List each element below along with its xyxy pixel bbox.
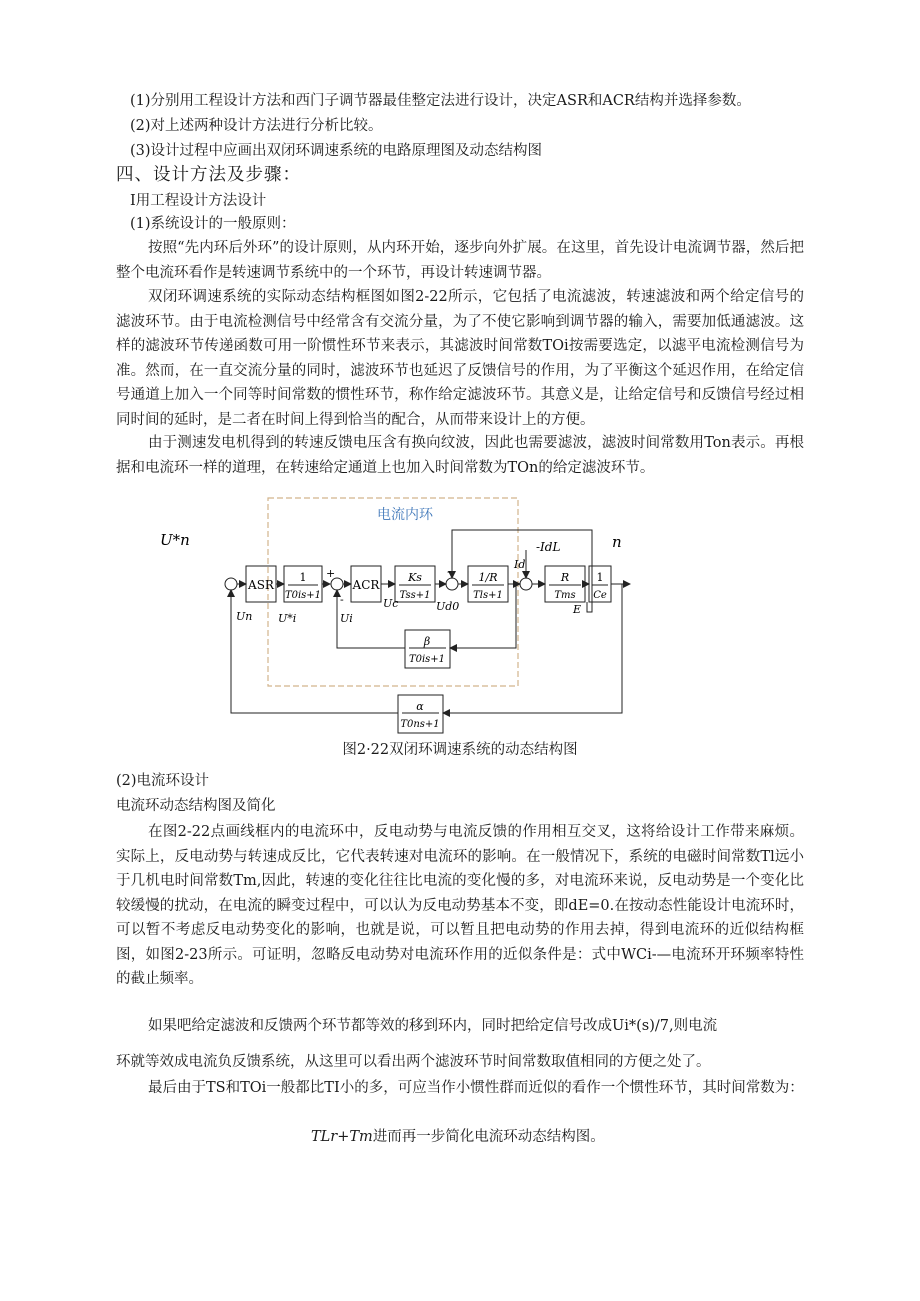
svg-text:-IdL: -IdL: [536, 540, 561, 554]
svg-text:+: +: [326, 567, 336, 580]
svg-text:Uc: Uc: [383, 597, 399, 610]
requirement-item-3: (3)设计过程中应画出双闭环调速系统的电路原理图及动态结构图: [130, 143, 543, 159]
svg-text:β: β: [423, 635, 431, 648]
svg-text:-: -: [447, 565, 451, 578]
summing-junction-current: [331, 578, 343, 590]
paragraph-principle: 按照“先内环后外环”的设计原则，从内环开始，逐步向外扩展。在这里，首先设计电流调节器，然后把整个电流环看作是转速调节系统中的一个环节，再设计转速调节器。: [116, 240, 804, 281]
paragraph-equivalent-line2: 环就等效成电流负反馈系统，从这里可以看出两个滤波环节时间常数取值相同的方便之处了。: [116, 1054, 711, 1070]
svg-text:Tms: Tms: [554, 590, 576, 601]
paragraph-equivalent-line1: 如果吧给定滤波和反馈两个环节都等效的移到环内，同时把给定信号改成Ui*(s)∕7,则电流: [148, 1018, 718, 1034]
paragraph-filter: 双闭环调速系统的实际动态结构框图如图2-22所示，它包括了电流滤波，转速滤波和两个给定信号的滤波环节。由于电流检测信号中经常含有交流分量，为了不使它影响到调节器的输入，需要加低通滤波。这样的滤波环节传递函数可用一阶惯性环节来表示，其滤波时间常数TOi按需要选定，以滤平电流检测信号为准。然而，在一直交流分量的同时，滤波环节也延迟了反馈信号的作用，为了平衡这个延迟作用，在给定信号通道上加入一个同等时间常数的惯性环节，称作给定滤波环节。其意义是，让给定信号和反馈信号经过相同时间的延时，是二者在时间上得到恰当的配合，从而带来设计上的方便。: [116, 289, 804, 428]
asr-label: ASR: [248, 578, 274, 592]
summing-junction-load: [520, 578, 532, 590]
summing-junction-emf: [446, 578, 458, 590]
paragraph-speed-filter: 由于测速发电机得到的转速反馈电压含有换向纹波，因此也需要滤波，滤波时间常数用Ton表示。再根据和电流环一样的道理，在转速给定通道上也加入时间常数为TOn的给定滤波环节。: [116, 435, 804, 476]
current-loop-subheading: (2)电流环设计: [116, 773, 210, 789]
figure-caption: 图2·22双闭环调速系统的动态结构图: [342, 742, 578, 758]
block-diagram: [150, 496, 650, 741]
svg-text:T0ns+1: T0ns+1: [400, 719, 440, 730]
formula: TLr+Tm: [311, 1129, 373, 1145]
paragraph-current-loop: 在图2-22点画线框内的电流环中，反电动势与电流反馈的作用相互交叉，这将给设计工作带来麻烦。实际上，反电动势与转速成反比，它代表转速对电流环的影响。在一般情况下，系统的电磁时间常数Tl远小于几机电时间常数Tm,因此，转速的变化往往比电流的变化慢的多，对电流环来说，反电动势是一个变化比较缓慢的扰动，在电流的瞬变过程中，可以认为反电动势基本不变，即dE=0.在按动态性能设计电流环时，可以暂不考虑反电动势变化的影响，也就是说，可以暂且把电动势的作用去掉，得到电流环的近似结构框图，如图2-23所示。可证明，忽略反电动势对电流环作用的近似条件是：式中WCi-—电流环开环频率特性的截止频率。: [116, 824, 804, 987]
svg-text:1: 1: [299, 571, 307, 584]
svg-text:α: α: [416, 700, 424, 713]
acr-label: ACR: [352, 578, 380, 592]
speed-output-label: n: [612, 533, 622, 551]
svg-text:R: R: [560, 571, 570, 584]
svg-text:1: 1: [596, 571, 604, 584]
svg-text:T0is+1: T0is+1: [284, 590, 322, 601]
svg-text:Ks: Ks: [408, 571, 422, 584]
method-heading: I用工程设计方法设计: [130, 193, 267, 209]
section-title: 四、设计方法及步骤：: [116, 165, 301, 185]
speed-reference-label: U*n: [160, 531, 190, 549]
formula-line: [311, 1126, 605, 1148]
summing-junction-speed: [225, 578, 237, 590]
requirement-item-2: (2)对上述两种设计方法进行分析比较。: [130, 118, 383, 134]
current-loop-heading: 电流环动态结构图及简化: [116, 798, 276, 814]
svg-text:Ud0: Ud0: [436, 600, 460, 613]
svg-text:E: E: [573, 603, 582, 616]
svg-text:Ce: Ce: [593, 590, 607, 601]
svg-text:Ui: Ui: [340, 612, 353, 625]
svg-text:Id: Id: [514, 558, 526, 571]
requirement-item-1: (1)分别用工程设计方法和西门子调节器最佳整定法进行设计，决定ASR和ACR结构并选择参数。: [130, 93, 751, 109]
paragraph-small-inertia: 最后由于TS和TOi一般都比TI小的多，可应当作小惯性群而近似的看作一个惯性环节，其时间常数为：: [148, 1080, 804, 1096]
svg-text:U*i: U*i: [278, 612, 297, 625]
subsection-heading: (1)系统设计的一般原则：: [130, 216, 296, 232]
svg-text:T0is+1: T0is+1: [408, 654, 446, 665]
svg-text:-: -: [340, 593, 344, 606]
svg-text:Un: Un: [236, 610, 253, 623]
svg-text:1/R: 1/R: [478, 571, 498, 584]
inner-loop-label: 电流内环: [377, 507, 433, 523]
svg-text:Tss+1: Tss+1: [399, 590, 431, 601]
formula-tail: 进而再一步简化电流环动态结构图。: [372, 1129, 605, 1145]
svg-text:Tls+1: Tls+1: [473, 590, 503, 601]
